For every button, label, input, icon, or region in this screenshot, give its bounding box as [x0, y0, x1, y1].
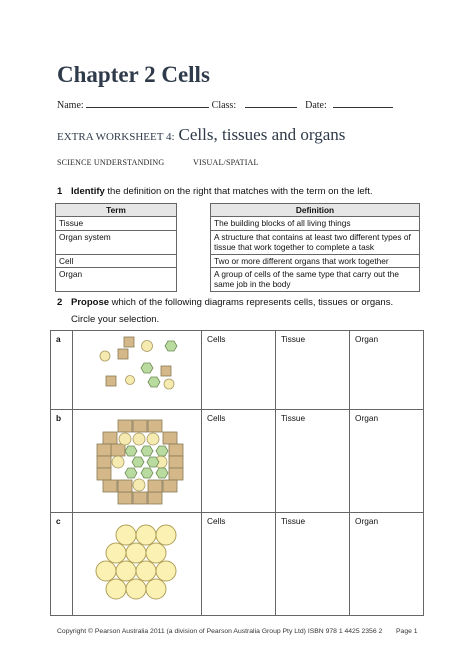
definition-cell[interactable]: A group of cells of the same type that carry out the same job in the body	[211, 268, 420, 292]
diagram-row	[51, 513, 424, 616]
term-cell[interactable]: Tissue	[56, 217, 177, 230]
date-label: Date:	[305, 100, 327, 111]
question-number: 1	[57, 186, 63, 197]
row-label: b	[51, 410, 73, 513]
question-keyword: Propose	[71, 297, 110, 308]
option-cells[interactable]: Cells	[202, 331, 276, 410]
name-label: Name:	[57, 100, 84, 111]
row-label: c	[51, 513, 73, 616]
date-field[interactable]	[333, 99, 393, 108]
diagram-row	[51, 331, 424, 410]
term-cell[interactable]: Organ system	[56, 230, 177, 254]
term-cell[interactable]: Organ	[56, 268, 177, 292]
diagram-cell	[73, 331, 202, 410]
question-keyword: Identify	[71, 186, 105, 197]
class-label: Class:	[211, 100, 237, 111]
term-header: Term	[56, 204, 177, 217]
question-number: 2	[57, 297, 63, 308]
diagram-cell	[73, 513, 202, 616]
option-cells[interactable]: Cells	[202, 513, 276, 616]
row-label: a	[51, 331, 73, 410]
worksheet-title	[57, 125, 345, 145]
option-organ[interactable]: Organ	[350, 410, 424, 513]
category-visual: VISUAL/SPATIAL	[193, 158, 259, 167]
definition-table	[210, 203, 420, 292]
option-organ[interactable]: Organ	[350, 331, 424, 410]
option-tissue[interactable]: Tissue	[276, 410, 350, 513]
definition-cell[interactable]: Two or more different organs that work together	[211, 254, 420, 267]
question-instruction: Circle your selection.	[71, 314, 160, 325]
tissue-diagram	[73, 513, 201, 613]
option-tissue[interactable]: Tissue	[276, 513, 350, 616]
yellow-cell-cluster	[96, 525, 176, 599]
question-1	[57, 186, 373, 197]
option-tissue[interactable]: Tissue	[276, 331, 350, 410]
question-text: the definition on the right that matches with the term on the left.	[104, 186, 373, 197]
diagram-cell	[73, 410, 202, 513]
category-science: SCIENCE UNDERSTANDING	[57, 158, 165, 167]
diagram-table	[50, 330, 424, 616]
worksheet-heading: Cells, tissues and organs	[178, 125, 346, 144]
page-title: Chapter 2 Cells	[57, 62, 210, 87]
question-text: which of the following diagrams represents cells, tissues or organs.	[109, 297, 394, 308]
option-organ[interactable]: Organ	[350, 513, 424, 616]
footer-copyright: Copyright © Pearson Australia 2011 (a division of Pearson Australia Group Pty Ltd) ISBN 978 1 4425 2356 2	[57, 628, 383, 635]
term-cell[interactable]: Cell	[56, 254, 177, 267]
definition-cell[interactable]: The building blocks of all living things	[211, 217, 420, 230]
worksheet-prefix: EXTRA WORKSHEET 4:	[57, 131, 175, 143]
student-info-line	[57, 99, 393, 111]
footer-page-number: Page 1	[396, 628, 418, 635]
question-2	[57, 297, 393, 308]
diagram-row	[51, 410, 424, 513]
term-table	[55, 203, 177, 292]
scattered-cells	[100, 337, 177, 389]
name-field[interactable]	[86, 99, 209, 108]
definition-cell[interactable]: A structure that contains at least two different types of tissue that work together to complete a task	[211, 230, 420, 254]
organ-diagram	[73, 410, 201, 510]
class-field[interactable]	[245, 99, 297, 108]
scattered-cells-diagram	[73, 331, 201, 407]
definition-header: Definition	[211, 204, 420, 217]
option-cells[interactable]: Cells	[202, 410, 276, 513]
